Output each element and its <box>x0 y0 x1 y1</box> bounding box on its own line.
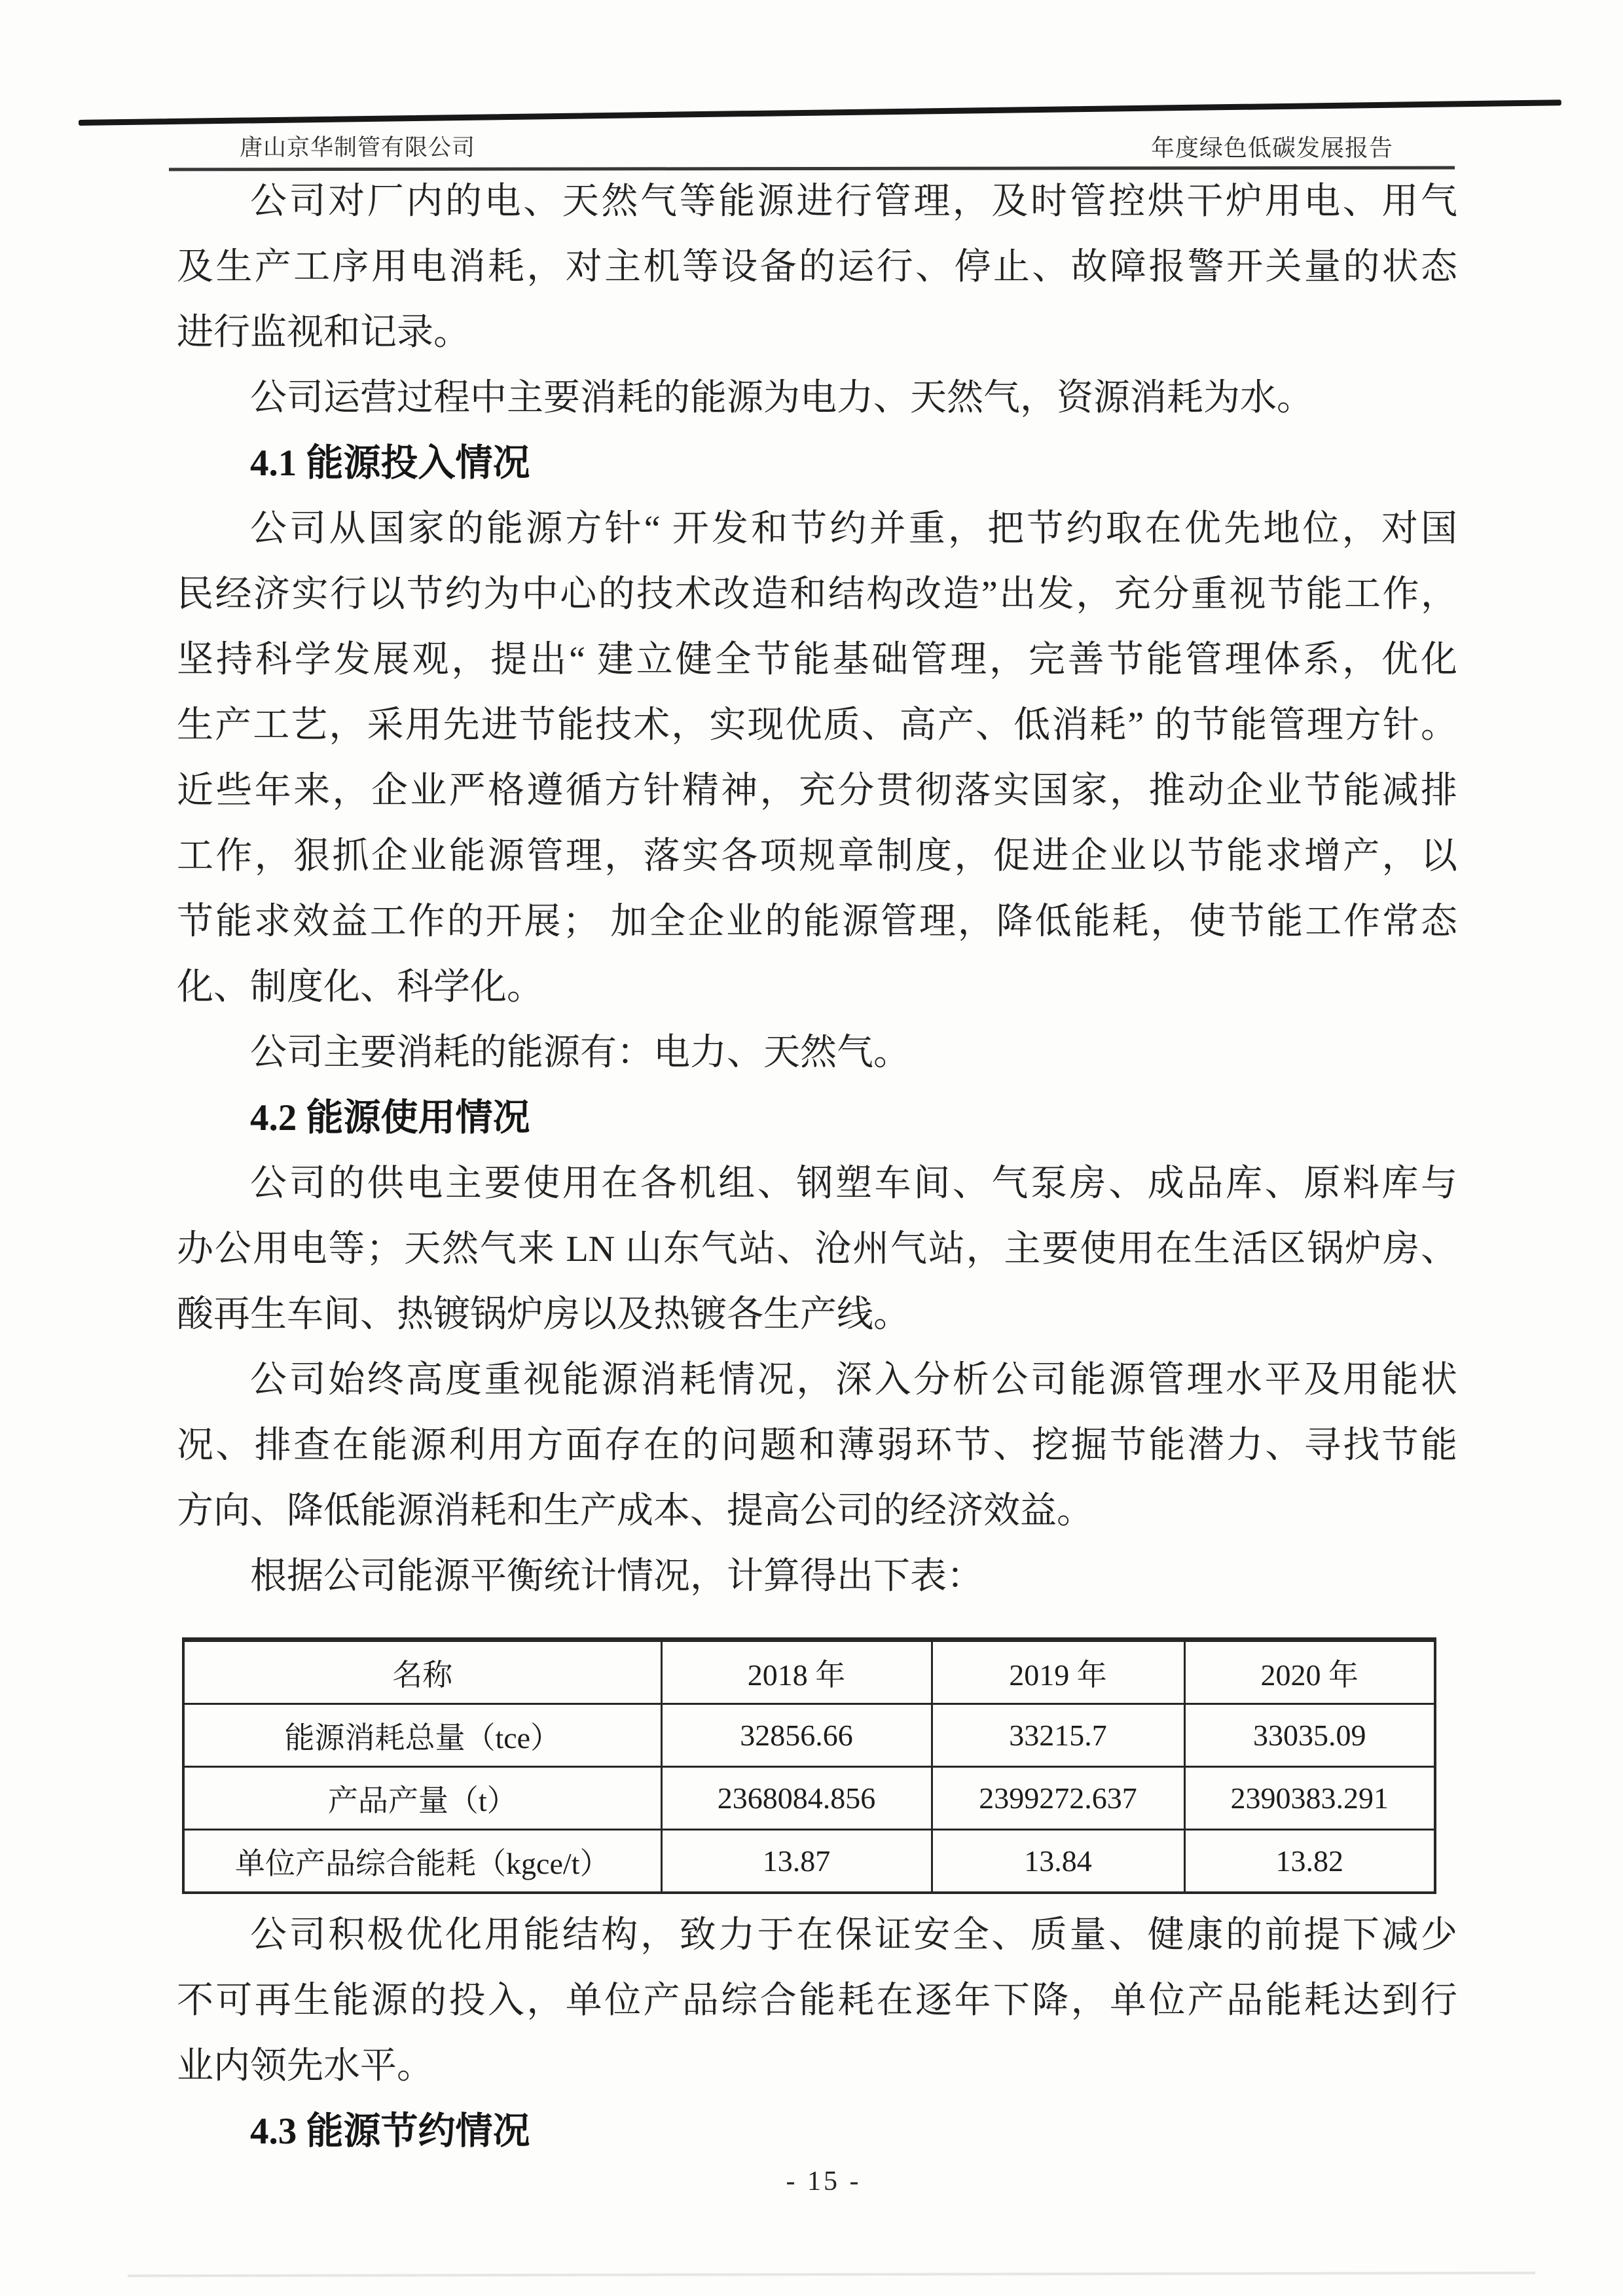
table-row-label: 能源消耗总量（tce） <box>183 1704 661 1767</box>
paragraph <box>177 1020 1457 1085</box>
paragraph-line: 公司的供电主要使用在各机组、钢塑车间、气泵房、成品库、原料库与 <box>250 1163 1457 1204</box>
paragraph <box>177 496 1457 1020</box>
header-company-name: 唐山京华制管有限公司 <box>240 135 476 160</box>
table-cell: 32856.66 <box>661 1704 932 1767</box>
energy-statistics-table <box>182 1637 1436 1894</box>
table-header-cell: 名称 <box>183 1640 661 1704</box>
page-number: - 15 - <box>786 2166 862 2196</box>
paragraph-line: 公司积极优化用能结构，致力于在保证安全、质量、健康的前提下减少 <box>250 1915 1457 1956</box>
paragraph <box>177 1544 1457 1609</box>
paragraph-line: 况、排查在能源利用方面存在的问题和薄弱环节、挖掘节能潜力、寻找节能 <box>177 1425 1457 1466</box>
paragraph <box>177 1903 1457 2099</box>
table-cell: 13.84 <box>932 1830 1184 1893</box>
table-header-cell: 2018 年 <box>661 1640 932 1704</box>
table-cell: 33035.09 <box>1184 1704 1435 1767</box>
paragraph <box>177 169 1457 365</box>
table-row <box>183 1704 1435 1767</box>
paragraph-line: 公司始终高度重视能源消耗情况，深入分析公司能源管理水平及用能状 <box>250 1360 1457 1400</box>
table-header-cell: 2020 年 <box>1184 1640 1435 1704</box>
paragraph <box>177 1151 1457 1347</box>
table-row <box>183 1830 1435 1893</box>
paragraph-line: 进行监视和记录。 <box>177 312 470 353</box>
table-row <box>183 1767 1435 1830</box>
paragraph-line: 方向、降低能源消耗和生产成本、提高公司的经济效益。 <box>177 1491 1093 1531</box>
paragraph-line: 公司主要消耗的能源有：电力、天然气。 <box>250 1032 910 1073</box>
paragraph-line: 业内领先水平。 <box>177 2046 433 2086</box>
scan-artifact-line-bottom <box>128 2272 1535 2278</box>
paragraph-line: 及生产工序用电消耗，对主机等设备的运行、停止、故障报警开关量的状态 <box>177 247 1457 287</box>
paragraph-line: 不可再生能源的投入，单位产品综合能耗在逐年下降，单位产品能耗达到行 <box>177 1980 1457 2021</box>
table-cell: 2368084.856 <box>661 1767 932 1830</box>
section-heading: 4.3 能源节约情况 <box>250 2111 530 2152</box>
table-row-label: 单位产品综合能耗（kgce/t） <box>183 1830 661 1893</box>
table-cell: 13.87 <box>661 1830 932 1893</box>
paragraph-line: 办公用电等；天然气来 LN 山东气站、沧州气站，主要使用在生活区锅炉房、 <box>177 1229 1457 1269</box>
document-body <box>177 169 1457 2164</box>
paragraph-line: 坚持科学发展观，提出“ 建立健全节能基础管理，完善节能管理体系，优化 <box>177 640 1457 680</box>
paragraph-line: 节能求效益工作的开展； 加全企业的能源管理，降低能耗，使节能工作常态 <box>177 902 1457 942</box>
paragraph-line: 酸再生车间、热镀锅炉房以及热镀各生产线。 <box>177 1294 910 1335</box>
table-header-row <box>183 1640 1435 1704</box>
section-heading: 4.2 能源使用情况 <box>250 1097 530 1139</box>
table-cell: 13.82 <box>1184 1830 1435 1893</box>
paragraph-line: 民经济实行以节约为中心的技术改造和结构改造”出发，充分重视节能工作， <box>177 574 1457 615</box>
table-cell: 33215.7 <box>932 1704 1184 1767</box>
table-cell: 2390383.291 <box>1184 1767 1435 1830</box>
paragraph-line: 工作，狠抓企业能源管理，落实各项规章制度，促进企业以节能求增产，以 <box>177 836 1457 877</box>
table-cell: 2399272.637 <box>932 1767 1184 1830</box>
paragraph-line: 公司从国家的能源方针“ 开发和节约并重，把节约取在优先地位，对国 <box>250 509 1457 549</box>
header-report-title: 年度绿色低碳发展报告 <box>1150 135 1393 161</box>
paragraph <box>177 365 1457 431</box>
scan-artifact-line-top <box>79 100 1561 126</box>
paragraph-line: 化、制度化、科学化。 <box>177 967 543 1008</box>
paragraph-line: 根据公司能源平衡统计情况，计算得出下表： <box>250 1556 983 1597</box>
paragraph-line: 公司运营过程中主要消耗的能源为电力、天然气，资源消耗为水。 <box>250 378 1313 418</box>
paragraph-line: 近些年来，企业严格遵循方针精神，充分贯彻落实国家，推动企业节能减排 <box>177 771 1457 811</box>
table-row-label: 产品产量（t） <box>183 1767 661 1830</box>
paragraph-line: 公司对厂内的电、天然气等能源进行管理，及时管控烘干炉用电、用气 <box>250 181 1457 222</box>
paragraph-line: 生产工艺，采用先进节能技术，实现优质、高产、低消耗” 的节能管理方针。 <box>177 705 1457 746</box>
table-header-cell: 2019 年 <box>932 1640 1184 1704</box>
section-heading: 4.1 能源投入情况 <box>250 443 530 484</box>
paragraph <box>177 1347 1457 1544</box>
